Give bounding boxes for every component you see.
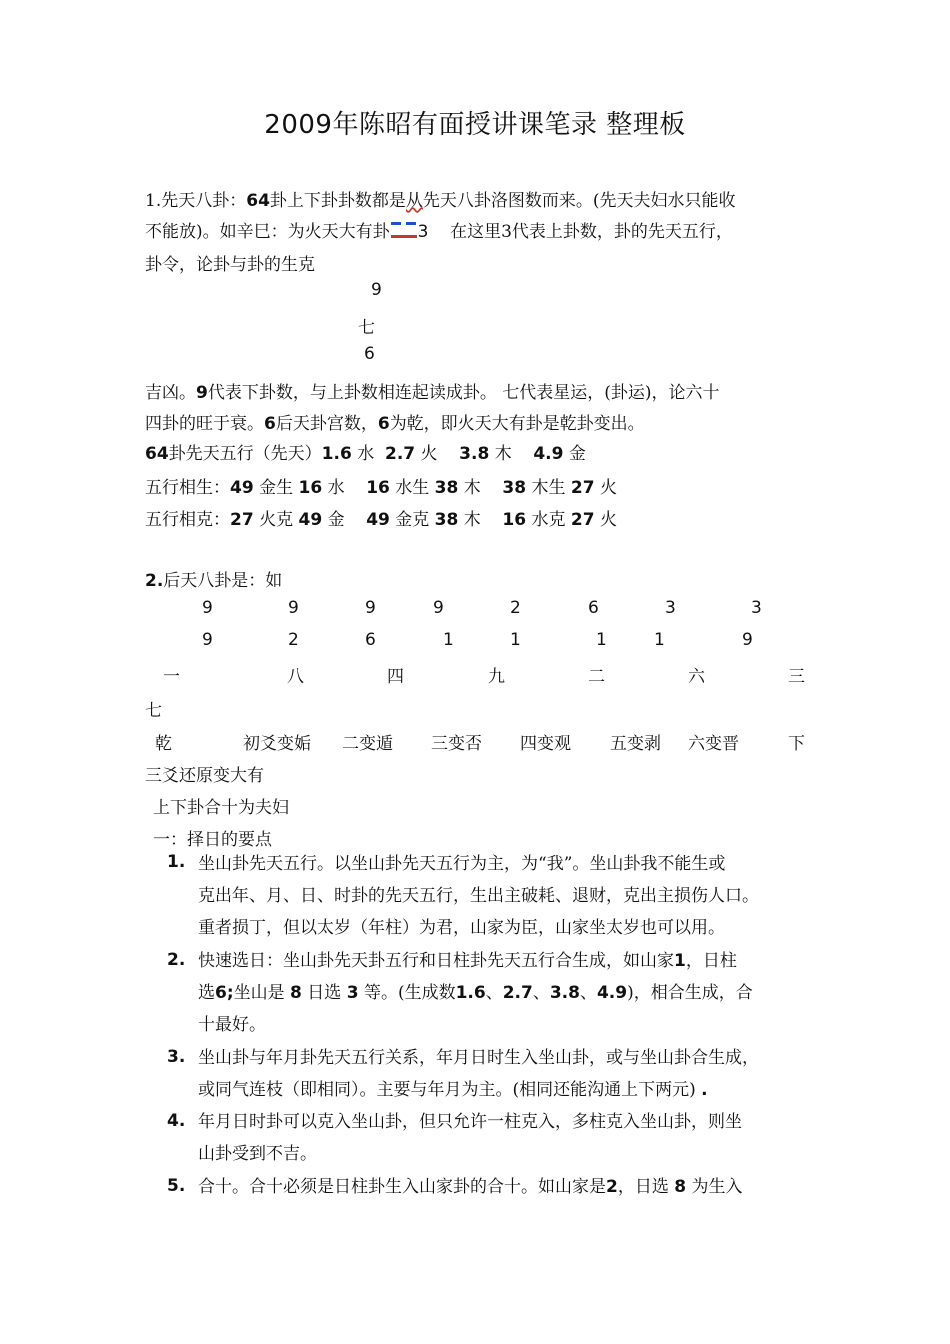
list-text-line: 年月日时卦可以克入坐山卦，但只允许一柱克入，多柱克入坐山卦，则坐 bbox=[198, 1112, 742, 1132]
number: 27 bbox=[570, 510, 595, 530]
grid-cell: 九 bbox=[488, 667, 505, 687]
number: 3.8 bbox=[459, 444, 490, 464]
text: 快速选日：坐山卦先天卦五行和日柱卦先天五行合生成，如山家 bbox=[198, 951, 674, 971]
number: 3 bbox=[417, 222, 429, 242]
text: 代表上卦数，卦的先天五行， bbox=[511, 222, 733, 242]
paragraph-line: 上下卦合十为夫妇 bbox=[153, 798, 289, 818]
text: 水 bbox=[357, 444, 375, 464]
number: 49 bbox=[230, 478, 254, 498]
wrapped-cell: 七 bbox=[145, 701, 162, 721]
text: 、 bbox=[579, 983, 597, 1003]
number: 3 bbox=[501, 222, 512, 242]
number: 6 bbox=[377, 414, 390, 434]
number: 16 bbox=[298, 478, 323, 498]
grid-cell: 1 bbox=[654, 630, 665, 650]
list-number: 2. bbox=[167, 950, 186, 970]
text: 金克 bbox=[395, 510, 430, 530]
list-text bbox=[198, 1171, 808, 1203]
hexagram-icon bbox=[391, 222, 417, 240]
text: 等。(生成数 bbox=[363, 983, 456, 1003]
text: 在这里 bbox=[450, 222, 502, 242]
text: 日选 bbox=[307, 983, 342, 1003]
number: 6; bbox=[215, 983, 234, 1003]
xiangsheng-line bbox=[145, 473, 617, 498]
text: 坐山是 bbox=[233, 983, 285, 1003]
text: 后天卦宫数， bbox=[275, 414, 378, 434]
text: 卦上下卦卦数都是 bbox=[269, 191, 406, 211]
text: 木 bbox=[494, 444, 512, 464]
grid-cell: 6 bbox=[588, 598, 599, 618]
list-text bbox=[198, 848, 808, 944]
palace-number: 6 bbox=[364, 344, 375, 364]
number: 9 bbox=[196, 383, 208, 403]
text: 火 bbox=[420, 444, 438, 464]
list-text bbox=[198, 1106, 808, 1170]
list-text-line bbox=[198, 977, 808, 1009]
list-text-line: 坐山卦与年月卦先天五行关系，年月日时生入坐山卦，或与坐山卦合生成， bbox=[198, 1048, 759, 1068]
section-heading bbox=[145, 566, 282, 591]
wuxing-line bbox=[145, 439, 586, 464]
text: 后天八卦是：如 bbox=[163, 571, 283, 591]
list-text-line: 重者损丁，但以太岁（年柱）为君，山家为臣，山家坐太岁也可以用。 bbox=[198, 918, 725, 938]
text: 1.先天八卦： bbox=[145, 191, 247, 211]
number: 8 bbox=[674, 1177, 687, 1197]
number: 1.6 bbox=[321, 444, 352, 464]
number: 38 bbox=[434, 478, 459, 498]
grid-cell: 下 bbox=[788, 734, 805, 754]
star-luck-row bbox=[145, 662, 825, 686]
number: 64 bbox=[145, 444, 169, 464]
grid-cell: 9 bbox=[202, 598, 213, 618]
grid-cell: 五变剥 bbox=[610, 734, 661, 754]
text: 木 bbox=[463, 478, 481, 498]
text: 金 bbox=[327, 510, 345, 530]
grid-cell: 3 bbox=[665, 598, 676, 618]
paragraph-line bbox=[145, 378, 720, 403]
text: ，日选 bbox=[617, 1177, 669, 1197]
list-number: 1. bbox=[167, 852, 186, 872]
label: 五行相生： bbox=[145, 478, 230, 498]
text: 木生 bbox=[531, 478, 566, 498]
text: 不能放)。如辛巳：为火天大有卦 bbox=[145, 222, 390, 242]
grid-cell: 二变遁 bbox=[342, 734, 393, 754]
grid-cell: 9 bbox=[742, 630, 753, 650]
lower-trigram-row bbox=[145, 630, 825, 654]
page-title: 2009年陈昭有面授讲课笔录 整理板 bbox=[264, 110, 686, 140]
number: 1.6 bbox=[455, 983, 486, 1003]
number: 16 bbox=[366, 478, 390, 498]
number: 38 bbox=[502, 478, 527, 498]
grid-cell: 六变晋 bbox=[688, 734, 739, 754]
text: 四卦的旺于衰。 bbox=[145, 414, 264, 434]
text: ，日柱 bbox=[685, 951, 737, 971]
list-text-line bbox=[198, 1171, 808, 1203]
grid-cell: 八 bbox=[287, 667, 304, 687]
grid-cell: 9 bbox=[433, 598, 444, 618]
text: 先天八卦洛图数而来。(先天夫妇水只能收 bbox=[422, 191, 736, 211]
grid-cell: 一 bbox=[163, 667, 180, 687]
text: 、 bbox=[485, 983, 503, 1003]
text: 火 bbox=[599, 478, 617, 498]
list-number: 4. bbox=[167, 1111, 186, 1131]
number: 49 bbox=[298, 510, 323, 530]
text: 火克 bbox=[259, 510, 294, 530]
paragraph-line: 卦令，论卦与卦的生克 bbox=[145, 255, 315, 275]
text: 水 bbox=[327, 478, 345, 498]
list-text-line: 十最好。 bbox=[198, 1015, 266, 1035]
number: 2.7 bbox=[502, 983, 533, 1003]
text: 合十。合十必须是日柱卦生入山家卦的合十。如山家是 bbox=[198, 1177, 606, 1197]
number: 2.7 bbox=[385, 444, 416, 464]
underlined-text: 从 bbox=[405, 191, 423, 211]
subsection-heading: 一：择日的要点 bbox=[153, 830, 272, 850]
text: 代表下卦数，与上卦数相连起读成卦。 七代表星运，(卦运)，论六十 bbox=[207, 383, 720, 403]
text: 、 bbox=[532, 983, 550, 1003]
change-row bbox=[145, 729, 825, 753]
grid-cell: 四变观 bbox=[520, 734, 571, 754]
grid-cell: 9 bbox=[202, 630, 213, 650]
grid-cell: 1 bbox=[443, 630, 454, 650]
paragraph-line bbox=[145, 186, 736, 211]
list-number: 5. bbox=[167, 1176, 186, 1196]
paragraph-line bbox=[145, 409, 645, 434]
star-luck-number: 七 bbox=[358, 318, 375, 338]
grid-cell: 1 bbox=[596, 630, 607, 650]
text: 选 bbox=[198, 983, 215, 1003]
text: 或同气连枝（即相同）。主要与年月为主。(相同还能沟通上下两元) bbox=[198, 1080, 696, 1100]
text: 水克 bbox=[531, 510, 566, 530]
grid-cell: 2 bbox=[510, 598, 521, 618]
number: 27 bbox=[230, 510, 254, 530]
grid-cell: 六 bbox=[688, 667, 705, 687]
number: 8 bbox=[290, 983, 302, 1003]
text: 金生 bbox=[259, 478, 294, 498]
grid-cell: 9 bbox=[365, 598, 376, 618]
text: 火 bbox=[599, 510, 617, 530]
grid-cell: 2 bbox=[288, 630, 299, 650]
section-number: 2. bbox=[145, 571, 164, 591]
upper-number: 9 bbox=[371, 280, 382, 300]
text: )，相合生成，合 bbox=[627, 983, 753, 1003]
text: 金 bbox=[568, 444, 586, 464]
number: 1 bbox=[674, 951, 686, 971]
number: 27 bbox=[570, 478, 595, 498]
list-text-line bbox=[198, 1074, 808, 1106]
list-text-line: 克出年、月、日、时卦的先天五行，生出主破耗、退财，克出主损伤人口。 bbox=[198, 886, 759, 906]
text: 水生 bbox=[395, 478, 430, 498]
label: 五行相克： bbox=[145, 510, 230, 530]
number: 38 bbox=[434, 510, 459, 530]
grid-cell: 3 bbox=[751, 598, 762, 618]
list-text bbox=[198, 945, 808, 1041]
wrapped-cell: 三爻还原变大有 bbox=[145, 766, 264, 786]
number: 3.8 bbox=[549, 983, 580, 1003]
text: 为乾，即火天大有卦是乾卦变出。 bbox=[389, 414, 645, 434]
grid-cell: 6 bbox=[365, 630, 376, 650]
number: 6 bbox=[264, 414, 276, 434]
list-text-line: 坐山卦先天五行。以坐山卦先天五行为主，为“我”。坐山卦我不能生或 bbox=[198, 854, 726, 874]
number: 3 bbox=[346, 983, 359, 1003]
number: 4.9 bbox=[596, 983, 628, 1003]
number: 4.9 bbox=[533, 444, 564, 464]
text: 木 bbox=[463, 510, 481, 530]
paragraph-line bbox=[145, 217, 733, 242]
list-text-line bbox=[198, 945, 808, 977]
text: 卦先天五行（先天） bbox=[168, 444, 322, 464]
number: 16 bbox=[502, 510, 527, 530]
grid-cell: 四 bbox=[387, 667, 404, 687]
grid-cell: 1 bbox=[510, 630, 521, 650]
text: 为生入 bbox=[691, 1177, 743, 1197]
list-text bbox=[198, 1042, 808, 1106]
grid-cell: 9 bbox=[288, 598, 299, 618]
list-number: 3. bbox=[167, 1047, 186, 1067]
grid-cell: 初爻变姤 bbox=[243, 734, 311, 754]
number: 64 bbox=[246, 191, 270, 211]
grid-cell: 三 bbox=[788, 667, 805, 687]
grid-cell: 三变否 bbox=[431, 734, 482, 754]
text: 吉凶。 bbox=[145, 383, 196, 403]
upper-trigram-row bbox=[145, 598, 825, 622]
text: . bbox=[701, 1080, 708, 1100]
number: 2 bbox=[606, 1177, 618, 1197]
number: 49 bbox=[366, 510, 390, 530]
grid-cell: 乾 bbox=[155, 734, 172, 754]
xiangke-line bbox=[145, 505, 617, 530]
grid-cell: 二 bbox=[588, 667, 605, 687]
list-text-line: 山卦受到不吉。 bbox=[198, 1144, 317, 1164]
